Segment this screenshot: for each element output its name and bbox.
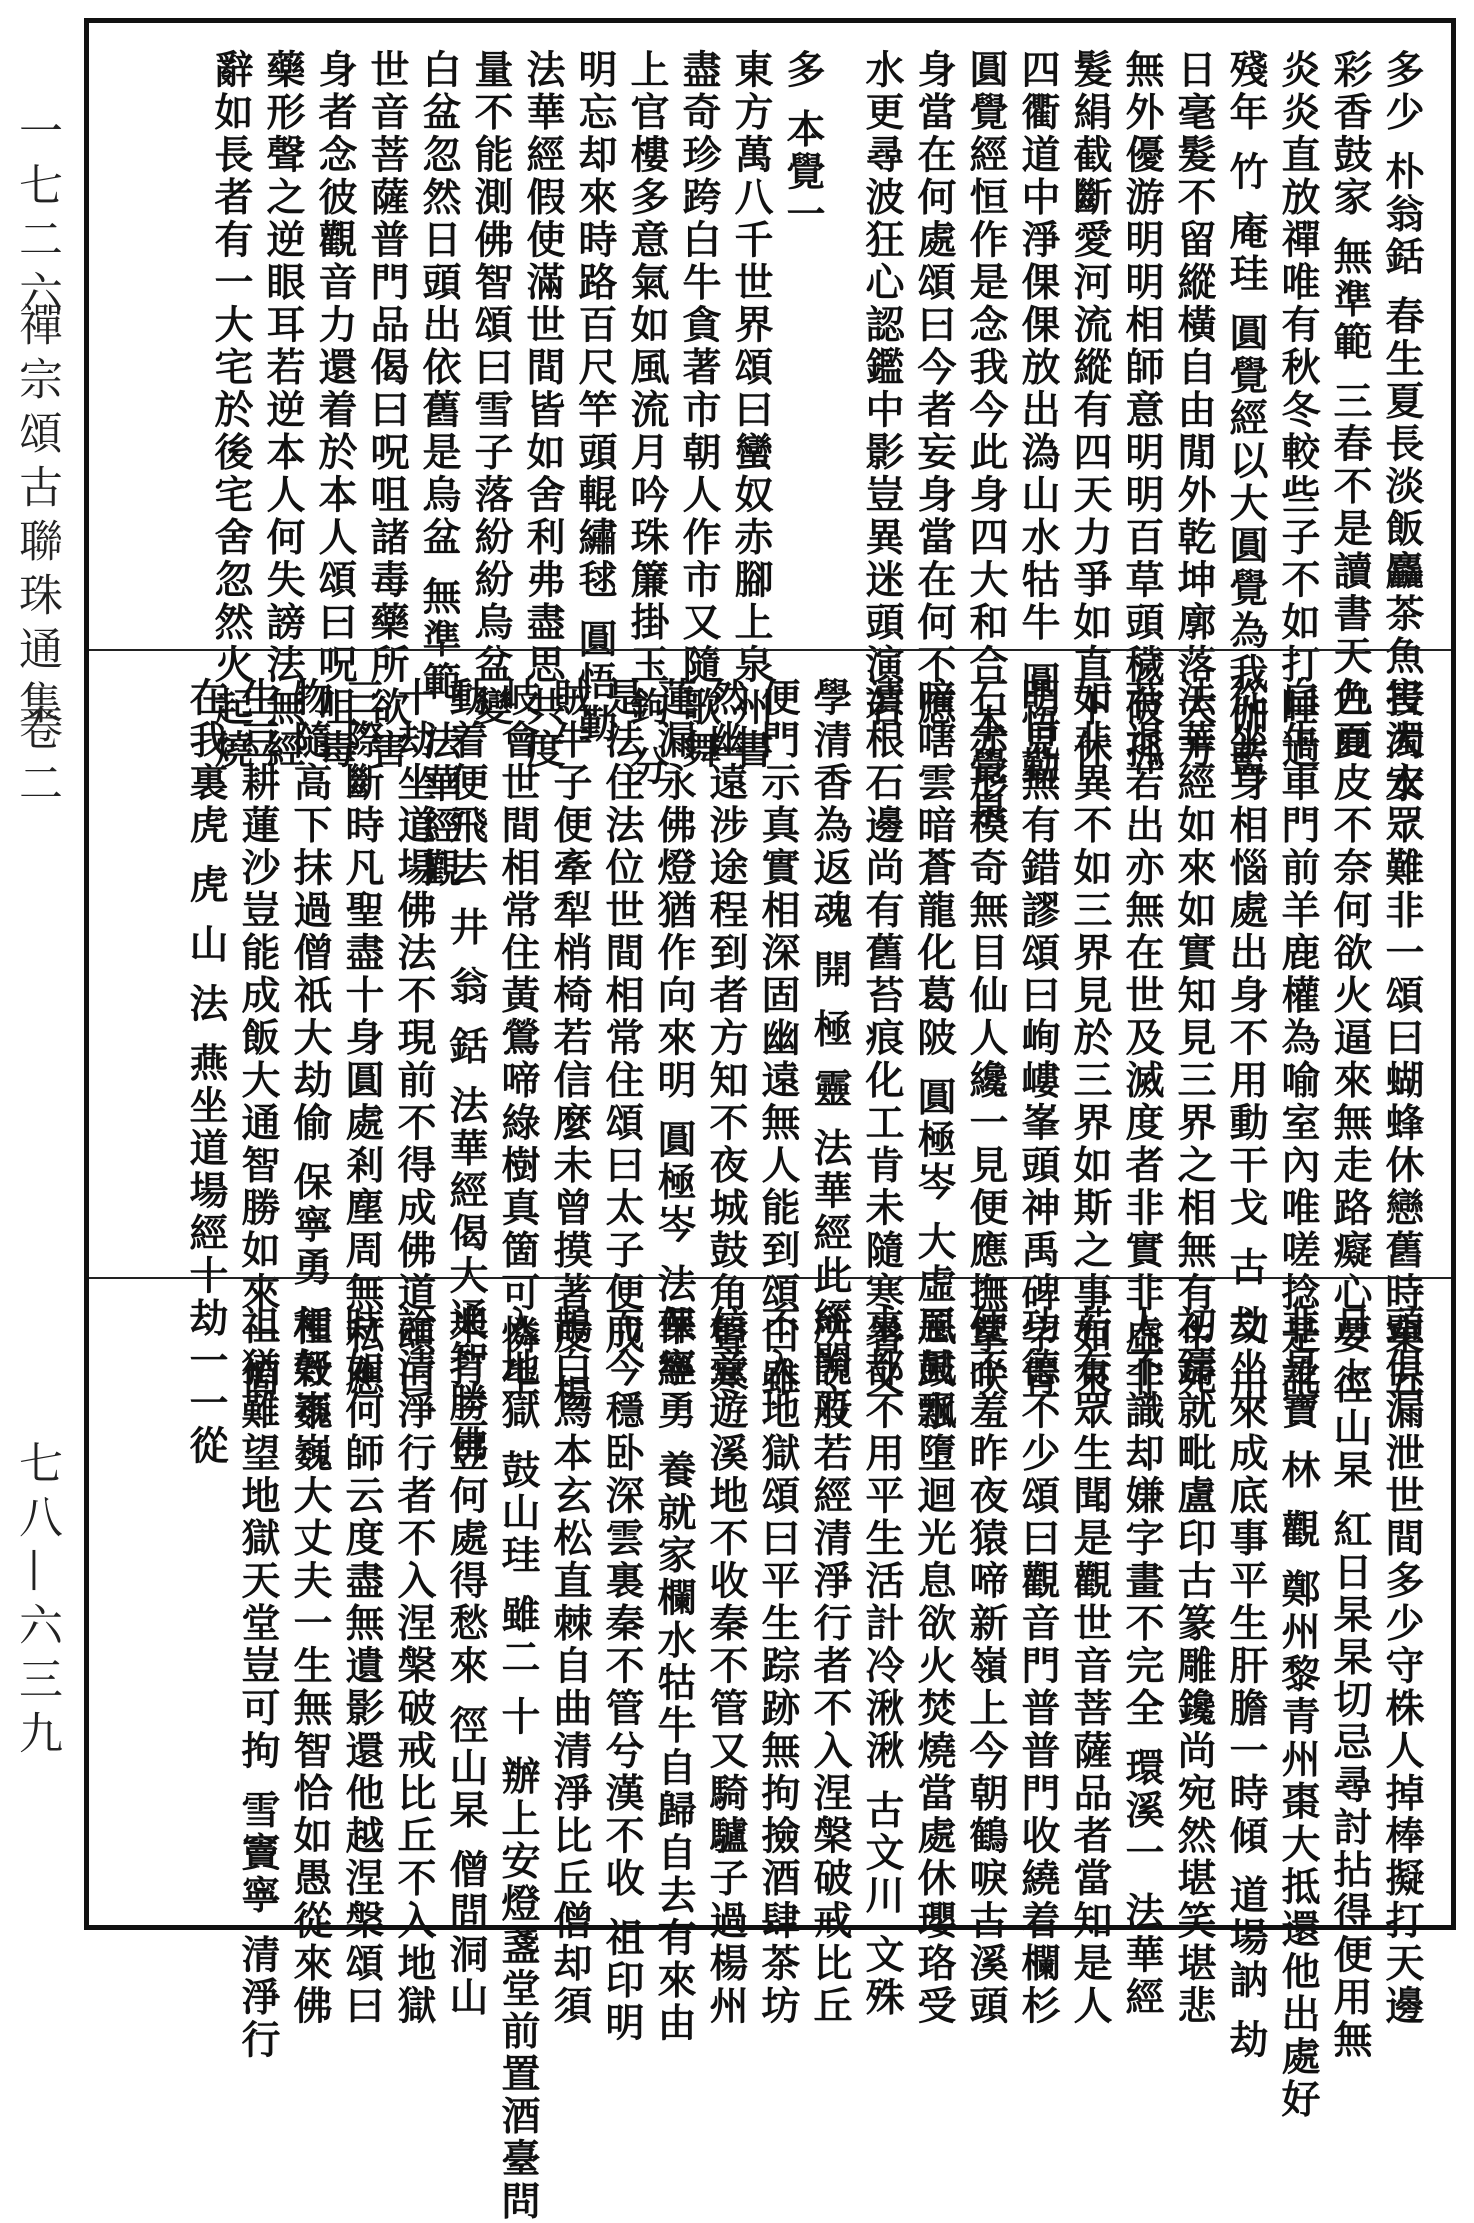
text-columns-top (119, 49, 1425, 891)
text-column: 石赤形模奇無目仙人纔一見便應撫掌咲 (963, 677, 1009, 1400)
text-column: 炎炎直放禪唯有秋冬較些子不如打睡過 (1275, 49, 1321, 772)
text-column: 圓覺經恒作是念我今此身四大和合 本覺泉 (963, 49, 1009, 832)
text-column: 詮清淨行者不入涅槃破戒比丘不入地獄 (391, 1305, 437, 2028)
text-column: 喑嗐雲暗蒼龍化葛陂 圓極岑 大虛風鼓水 (911, 677, 957, 1434)
text-column: 殘年 竹 庵珪 圓覺經以大圓覺為我伽藍 (1223, 49, 1269, 781)
text-column: 十劫坐道場佛法不現前不得成佛道頌曰 (391, 677, 437, 1400)
text-column: 惡風飄墮迴光息欲火焚燒當處休瓔珞受 (911, 1305, 957, 2028)
text-column: 辭如長者有一大宅於後宅舍忽然火起燒 (208, 49, 254, 772)
text-column: 法華經假使滿世間皆如舍利弗盡思共度 (520, 49, 566, 772)
text-column: 岐會世間相常住黃鶯啼綠樹真箇可憐生 (495, 677, 541, 1400)
text-column: 如非異不如三界見於三界如斯之事如來 (1067, 677, 1113, 1400)
text-column: 非是寶 林 觀 鄭州黎青州棗大抵還他出處好 (1275, 1305, 1321, 2122)
text-column: 彩香鼓家 無準範 三春不是讀書天九夏 (1327, 49, 1373, 764)
text-column: 來都不用平生活計冷湫湫 古文川 文殊 (859, 1305, 905, 2020)
text-column: 鵲白烏本玄松直棘自曲清淨比丘僧却須 (547, 1305, 593, 2028)
text-column: 若有眾生聞是觀世音菩薩品者當知是人 (1067, 1305, 1113, 2028)
text-column: 動着便飛去 井 翁 銛 法華經偈大通智勝佛 (443, 677, 489, 1468)
text-panel-top (89, 23, 1451, 891)
text-column: 在我裏虎 虎 山 法 燕坐道場經十劫一一從 (183, 677, 229, 1468)
margin-page-serial: 一七二六 (11, 108, 62, 324)
text-column: 是法住法位世間相常住頌曰太子便成 (599, 677, 645, 1357)
text-column: 多少 朴翁銛 春生夏長淡飯麤茶魚投濁水 (1379, 49, 1425, 806)
text-columns-middle (119, 677, 1425, 1468)
text-column: 蓮漏永佛燈猶作向來明 圓極岑 法華經 (651, 677, 697, 1392)
text-column: 所說般若經清淨行者不入涅槃破戒比丘 (807, 1305, 853, 2028)
text-column: 人不識却嫌字畫不完全 環溪一 法華經 (1119, 1305, 1165, 2020)
text-column: 米打三昱何處得愁來 徑山杲 僧問洞山 (443, 1305, 489, 2020)
text-column: 明見無有錯謬頌曰峋嶁峯頭神禹碑字青 (1015, 677, 1061, 1400)
text-column: 四衢道中淨倮倮放出溈山水牯牛 圓悟勤 (1015, 49, 1061, 789)
text-column: 功德不少頌曰觀音門普普門收繞着欄杉 (1015, 1305, 1061, 2028)
text-column: 漬根石邊尚有舊苔痕化工肯未隨寒暑又 (859, 677, 905, 1400)
text-panel-bottom (89, 1279, 1451, 2223)
text-columns-bottom (119, 1305, 1425, 2223)
text-column: 然幽遠涉途程到者方知不夜城鼓角聲寒 (703, 677, 749, 1400)
text-column: 法華經如來如實知見三界之相無有生死 (1171, 677, 1217, 1400)
text-column: 藥形聲之逆眼耳若逆本人何失謗法無經 (260, 49, 306, 772)
margin-book-title: 禪宗頌古聯珠通集 (11, 302, 62, 734)
text-column: 白盆忽然日頭出依舊是烏盆 無準範 法華經觀 (416, 49, 462, 891)
margin-page-number: 七八—六三九 (11, 1440, 62, 1764)
page-frame (84, 18, 1456, 2223)
text-column: 信意遊溪地不收秦不管又騎驢子過楊州 (703, 1305, 749, 2028)
text-column: 量不能測佛智頌曰雪子落紛紛烏盆變 (468, 49, 514, 729)
text-column: 東方萬八千世界頌曰蠻奴赤腳上泉州書 (728, 49, 774, 772)
text-column: 色面皮不奈何欲火逼來無走路癡心要上 (1327, 677, 1373, 1400)
text-column: 初鑄就毗盧印古篆雕鑱尚宛然堪笑堪悲 (1171, 1305, 1217, 2028)
text-column: 害大安眾難非一頌曰蝴蜂休戀舊時窠五 (1379, 677, 1425, 1400)
text-column: 劫坐來成底事平生肝膽一時傾 道場訥 劫 (1223, 1305, 1269, 2062)
text-column: 不入地獄頌曰平生踪跡無拘撿酒肆茶坊 (755, 1305, 801, 2028)
text-column: 盡奇珍跨白牛貪著市朝人作市又隨歌舞 (676, 49, 722, 772)
text-panel-middle (89, 651, 1451, 1468)
text-column: 多 本覺一 (780, 49, 826, 237)
text-column: 學清香為返魂 開 極 靈 法華經此經開方 (807, 677, 853, 1426)
text-column: 賊牛子便牽犁梢椅若信麼未曾摸著皮 楊 (547, 677, 593, 1417)
text-column: 日毫髮不留縱橫自由閒外乾坤廓落大方 (1171, 49, 1217, 772)
text-column: 便門示真實相深固幽遠無人能到頌曰雖 (755, 677, 801, 1400)
text-column: 生豆耕蓮沙豈能成飯大通智勝如來一箇 (235, 677, 281, 1400)
text-column: 三際斷時凡聖盡十身圓處剎塵周無私應 (339, 677, 385, 1400)
text-column: 頭俱漏泄世間多少守株人掉棒擬打天邊 (1379, 1305, 1425, 2028)
text-column: 從坐身相惱處出身不用動干戈 古 文 川 (1223, 677, 1269, 1409)
text-column: 若退若出亦無在世及滅度者非實非虛非 (1119, 677, 1165, 1400)
text-column: 世音菩薩普門品偈曰呪咀諸毒藥所欲害 (364, 49, 410, 772)
text-column: 白牛車門前羊鹿權為喻室內唯嗟捻是訛 (1275, 677, 1321, 1400)
text-column: 明忘却來時路百尺竿頭輥繡毬 圓悟勤 (572, 49, 618, 747)
text-column: 保寧勇 養就家欄水牯牛自歸自去有來由 (651, 1305, 697, 2045)
text-column: 時如何師云度盡無遺影還他越涅槃頌曰 (339, 1305, 385, 2028)
text-column: 便不羞昨夜猿啼新嶺上今朝鶴唳古溪頭 (963, 1305, 1009, 2028)
column-gap (833, 49, 849, 631)
text-column: 水更尋波狂心認鑑中影豈異迷頭演若 (859, 49, 905, 729)
text-column: 身者念彼觀音力還着於本人頌曰呪咀毒 (312, 49, 358, 772)
text-column: 髮絹截斷愛河流縱有四天力爭如直下休 (1067, 49, 1113, 772)
text-column: 入地獄 鼓山珪 雖二 十 辦上安燈盞堂前置酒臺問 (495, 1305, 541, 2223)
text-column: 祖猶難望地獄天堂豈可拘 雪竇寧 清淨行 (235, 1305, 281, 2062)
margin-volume: 卷二 (11, 706, 62, 814)
text-column: 上官樓多意氣如風流月吟珠簾掛玉鉤 分 (624, 49, 670, 789)
text-column: 相好巍巍大丈夫一生無智恰如愚從來佛 (287, 1305, 333, 2028)
text-column: 無外優游明明相師意明明百草頭穢破孤 (1119, 49, 1165, 772)
text-column: 而今穩卧深雲裏秦不管兮漢不收 祖印明 (599, 1305, 645, 2045)
text-column: 月 徑山杲 紅日杲杲切忌尋討拈得便用無 (1327, 1305, 1373, 2062)
text-column: 身當在何處頌曰今者妄身當在何不應 (911, 49, 957, 729)
text-column: 物隨高下抹過僧祇大劫偷 保寧勇 種穀不 (287, 677, 333, 1434)
